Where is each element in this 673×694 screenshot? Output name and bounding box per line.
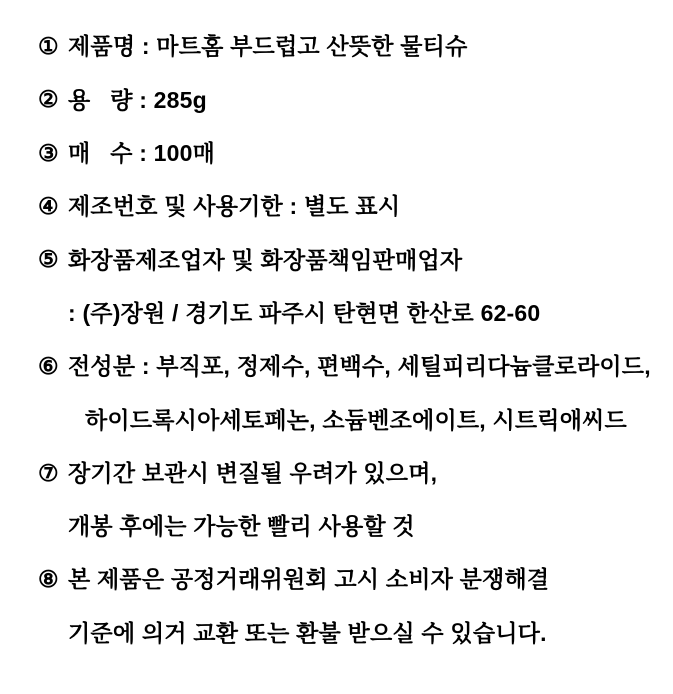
item-marker: ③: [38, 139, 59, 166]
item-marker: ⑧: [38, 566, 59, 593]
item-text: 용 량 : 285g: [68, 86, 207, 113]
item-2-volume: [38, 73, 663, 126]
item-8-refund-policy-continuation: [38, 606, 663, 659]
item-marker: ⑦: [38, 459, 59, 486]
item-marker: ⑤: [38, 246, 59, 273]
item-text: : (주)장원 / 경기도 파주시 탄현면 한산로 62-60: [68, 299, 541, 326]
item-text: 장기간 보관시 변질될 우려가 있으며,: [68, 459, 438, 486]
item-3-sheet-count: [38, 127, 663, 180]
item-6-ingredients-continuation: [38, 393, 663, 446]
item-text: 매 수 : 100매: [68, 140, 216, 167]
item-text: 본 제품은 공정거래위원회 고시 소비자 분쟁해결: [68, 566, 550, 593]
item-marker: ⑥: [38, 352, 59, 379]
item-4-lot-expiry: [38, 180, 663, 233]
item-5-manufacturer-continuation: [38, 286, 663, 339]
item-text: 화장품제조업자 및 화장품책임판매업자: [68, 246, 463, 273]
item-5-manufacturer: [38, 233, 663, 286]
item-text: 하이드록시아세토페논, 소듐벤조에이트, 시트릭애씨드: [85, 406, 627, 433]
item-marker: ②: [38, 86, 59, 113]
item-1-product-name: [38, 20, 663, 73]
item-7-storage-warning: [38, 446, 663, 499]
item-text: 제조번호 및 사용기한 : 별도 표시: [68, 193, 401, 220]
item-text: 제품명 : 마트홈 부드럽고 산뜻한 물티슈: [68, 33, 468, 60]
item-6-ingredients: [38, 340, 663, 393]
item-marker: ④: [38, 193, 59, 220]
item-marker: ①: [38, 33, 59, 60]
item-text: 개봉 후에는 가능한 빨리 사용할 것: [68, 513, 415, 540]
item-text: 기준에 의거 교환 또는 환불 받으실 수 있습니다.: [68, 619, 547, 646]
item-8-refund-policy: [38, 553, 663, 606]
item-text: 전성분 : 부직포, 정제수, 편백수, 세틸피리다늄클로라이드,: [68, 353, 651, 380]
item-7-storage-warning-continuation: [38, 500, 663, 553]
